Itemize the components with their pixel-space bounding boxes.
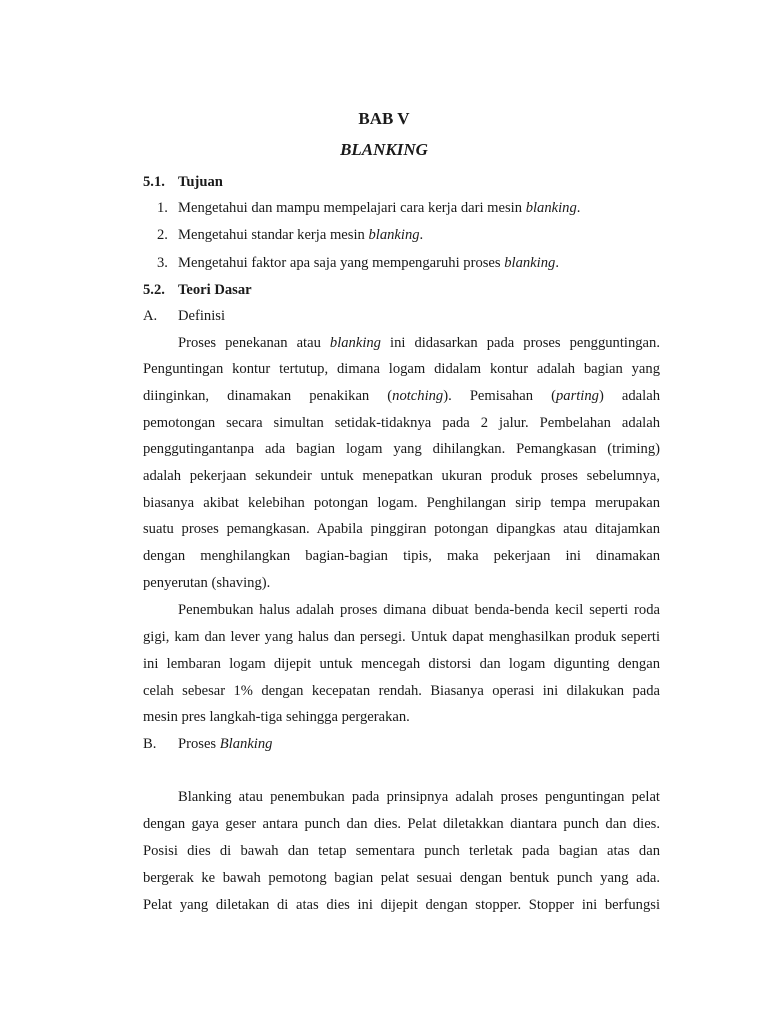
chapter-title: BLANKING — [340, 140, 428, 159]
paragraph-line: diinginkan, dinamakan penakikan (notching). Pemisahan (parting) adalah — [143, 388, 660, 404]
paragraph-line: dengan menghilangkan bagian-bagian tipis, maka pekerjaan ini dinamakan — [143, 548, 660, 564]
paragraph-line: Penembukan halus adalah proses dimana dibuat benda-benda kecil seperti roda — [178, 602, 660, 618]
list-item-number: 3. — [157, 255, 168, 271]
list-item: Mengetahui faktor apa saja yang mempengaruhi proses blanking. — [178, 255, 559, 271]
paragraph-line: dengan gaya geser antara punch dan dies. Pelat diletakkan diantara punch dan dies. — [143, 816, 660, 832]
paragraph-line: celah sebesar 1% dengan kecepatan rendah. Biasanya operasi ini dilakukan pada — [143, 683, 660, 699]
paragraph-line: Penguntingan kontur tertutup, dimana logam didalam kontur adalah bagian yang — [143, 361, 660, 377]
list-item-number: 1. — [157, 200, 168, 216]
paragraph-line: adalah pekerjaan sekundeir untuk menepatkan ukuran produk proses sebelumnya, — [143, 468, 660, 484]
paragraph-line: gigi, kam dan lever yang halus dan persegi. Untuk dapat menghasilkan produk seperti — [143, 629, 660, 645]
section-title-2: Teori Dasar — [178, 282, 252, 298]
paragraph-line: ini lembaran logam dijepit untuk mencegah distorsi dan logam digunting dengan — [143, 656, 660, 672]
paragraph-line: penyerutan (shaving). — [143, 575, 271, 591]
paragraph-line: mesin pres langkah-tiga sehingga pergerakan. — [143, 709, 410, 725]
paragraph-line: Posisi dies di bawah dan tetap sementara punch terletak pada bagian atas dan — [143, 843, 660, 859]
chapter-number: BAB V — [358, 109, 410, 128]
subsection-title-b: Proses Blanking — [178, 736, 273, 752]
paragraph-line: Proses penekanan atau blanking ini didasarkan pada proses pengguntingan. — [178, 335, 660, 351]
section-number-1: 5.1. — [143, 174, 165, 190]
paragraph-line: biasanya akibat kelebihan potongan logam. Penghilangan sirip tempa merupakan — [143, 495, 660, 511]
paragraph-line: suatu proses pemangkasan. Apabila pinggiran potongan dipangkas atau ditajamkan — [143, 521, 660, 537]
list-item-number: 2. — [157, 227, 168, 243]
section-number-2: 5.2. — [143, 282, 165, 298]
section-title-1: Tujuan — [178, 174, 223, 190]
paragraph-line: Pelat yang diletakan di atas dies ini dijepit dengan stopper. Stopper ini berfungsi — [143, 897, 660, 913]
paragraph-line: penggutingantanpa ada bagian logam yang dihilangkan. Pemangkasan (triming) — [143, 441, 660, 457]
paragraph-line: Blanking atau penembukan pada prinsipnya adalah proses penguntingan pelat — [178, 789, 660, 805]
paragraph-line: bergerak ke bawah pemotong bagian pelat sesuai dengan bentuk punch yang ada. — [143, 870, 660, 886]
subsection-letter-a: A. — [143, 308, 158, 324]
list-item: Mengetahui standar kerja mesin blanking. — [178, 227, 424, 243]
paragraph-line: pemotongan secara simultan setidak-tidaknya pada 2 jalur. Pembelahan adalah — [143, 415, 660, 431]
list-item: Mengetahui dan mampu mempelajari cara kerja dari mesin blanking. — [178, 200, 581, 216]
subsection-letter-b: B. — [143, 736, 157, 752]
subsection-title-a: Definisi — [178, 308, 226, 324]
